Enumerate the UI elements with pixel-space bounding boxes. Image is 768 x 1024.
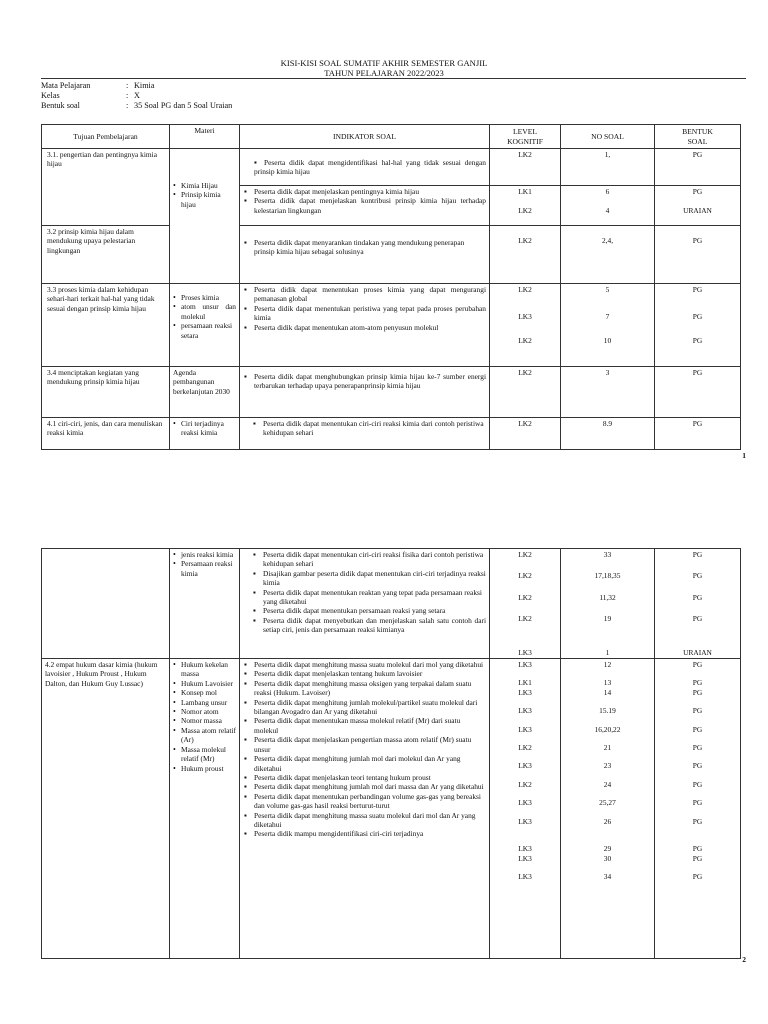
meta-label-class: Kelas (41, 91, 60, 100)
page-number: 2 (742, 955, 746, 964)
level-cell: LK2 LK2 LK2 LK2 LK3 (490, 549, 561, 659)
tujuan-cell: 4.2 empat hukum dasar kimia (hukum lavoisier , Hukum Proust , Hukum Dalton, dan Hukum Guy Lussac) (42, 659, 170, 959)
col-header-bentuk: BENTUK SOAL (655, 125, 741, 149)
bentuk-cell: PG (655, 149, 741, 186)
level-cell: LK2 (490, 149, 561, 186)
col-header-tujuan: Tujuan Pembelajaran (42, 125, 170, 149)
document-page-2 (0, 470, 768, 1024)
no-soal-cell: 2,4, (561, 226, 655, 284)
bentuk-cell: PG PG PG (655, 284, 741, 367)
table-row (42, 367, 741, 418)
table-row (42, 418, 741, 450)
grid-table-page-1 (41, 124, 741, 450)
document-page-1 (0, 0, 768, 470)
bentuk-cell: PG PG PG PG PG PG PG PG PG PG PG PG PG (655, 659, 741, 959)
indikator-cell: ▪ Peserta didik dapat menghubungkan prinsip kimia hijau ke-7 sumber energi terbarukan terhadap upaya penerapanprinsip kimia hijau (240, 367, 490, 418)
header-rule (41, 78, 746, 79)
bentuk-cell: PG (655, 367, 741, 418)
table-row (42, 284, 741, 367)
tujuan-cell (42, 549, 170, 659)
table-row (42, 226, 741, 284)
col-header-materi: Materi (170, 125, 240, 149)
page-number: 1 (742, 451, 746, 460)
meta-value-class: X (134, 91, 140, 100)
indikator-cell: ▪ Peserta didik dapat menentukan ciri-ciri reaksi fisika dari contoh peristiwa kehidupan sehari ▪ Disajikan gambar peserta didik dapat menentukan ciri-ciri terjadinya reaksi kimia ▪ Peserta didik dapat menentukan reaktan yang tepat pada persamaan reaksi yang diketahui ▪ Peserta didik dapat menentukan persamaan reaksi yang setara ▪ Peserta didik dapat menyebutkan dan menjelaskan salah satu contoh dari setiap ciri, jenis dan persamaan reaksi kimianya (240, 549, 490, 659)
tujuan-cell: 3.3 proses kimia dalam kehidupan sehari-hari terkait hal-hal yang tidak sesuai dengan prinsip kimia hijau (42, 284, 170, 367)
meta-value-form: 35 Soal PG dan 5 Soal Uraian (134, 101, 233, 110)
meta-value-subject: Kimia (134, 81, 155, 90)
document-title: KISI-KISI SOAL SUMATIF AKHIR SEMESTER GANJIL (280, 58, 488, 68)
no-soal-cell: 5 7 10 (561, 284, 655, 367)
col-header-no-soal: NO SOAL (561, 125, 655, 149)
col-header-level: LEVEL KOGNITIF (490, 125, 561, 149)
level-cell: LK3 LK1 LK3 LK3 LK3 LK2 LK3 LK2 LK3 LK3 LK3 LK3 LK3 (490, 659, 561, 959)
no-soal-cell: 8.9 (561, 418, 655, 450)
indikator-cell: ▪ Peserta didik dapat menentukan ciri-ciri reaksi kimia dari contoh peristiwa kehidupan sehari (240, 418, 490, 450)
tujuan-cell: 3.2 prinsip kimia hijau dalam mendukung upaya pelestarian lingkungan (42, 226, 170, 284)
materi-cell: • Kimia Hijau • Prinsip kimia hijau (170, 149, 240, 284)
table-row (42, 659, 741, 959)
level-cell: LK2 LK3 LK2 (490, 284, 561, 367)
bentuk-cell: PG PG PG PG URAIAN (655, 549, 741, 659)
materi-cell: • jenis reaksi kimia • Persamaan reaksi kimia (170, 549, 240, 659)
no-soal-cell: 12 13 14 15.19 16,20,22 21 23 24 25,27 26 29 30 34 (561, 659, 655, 959)
materi-cell: Agenda pembangunan berkelanjutan 2030 (170, 367, 240, 418)
no-soal-cell: 6 4 (561, 186, 655, 226)
indikator-cell: ▪ Peserta didik dapat menghitung massa suatu molekul dari mol yang diketahui ▪ Peserta didik dapat menjelaskan tentang hukum lavoisier ▪ Peserta didik dapat menghitung massa oksigen yang terpakai dalam suatu reaksi (Hukum. Lavoiser) ▪ Peserta didik dapat menghitung jumlah molekul/partikel suatu molekul dari bilangan Avogadro dan Ar yang diketahui ▪ Peserta didik dapat menentukan massa molekul relatif (Mr) dari suatu molekul ▪ Peserta didik dapat menjelaskan pengertian massa atom relatif (Mr) suatu unsur ▪ Peserta didik dapat menghitung jumlah mol dari molekul dan Ar yang diketahui ▪ Peserta didik dapat menjelaskan teori tentang hukum proust ▪ Peserta didik dapat menghitung jumlah mol dari massa dan Ar yang diketahui ▪ Peserta didik dapat menentukan perbandingan volume gas-gas yang bereaksi dan volume gas-gas hasil reaksi berturut-turut ▪ Peserta didik dapat menghitung massa suatu molekul dari mol dan Ar yang diketahui ▪ Peserta didik mampu mengidentifikasi ciri-ciri terjadinya (240, 659, 490, 959)
no-soal-cell: 33 17,18,35 11,32 19 1 (561, 549, 655, 659)
tujuan-cell: 4.1 ciri-ciri, jenis, dan cara menuliskan reaksi kimia (42, 418, 170, 450)
table-row (42, 149, 741, 186)
indikator-cell: ▪ Peserta didik dapat menjelaskan pentingnya kimia hijau ▪ Peserta didik dapat menjelaskan kontribusi prinsip kimia hijau terhadap kelestarian lingkungan (240, 186, 490, 226)
no-soal-cell: 3 (561, 367, 655, 418)
meta-label-subject: Mata Pelajaran (41, 81, 91, 90)
materi-cell: • Ciri terjadinya reaksi kimia (170, 418, 240, 450)
tujuan-cell: 3.4 menciptakan kegiatan yang mendukung prinsip kimia hijau (42, 367, 170, 418)
level-cell: LK2 (490, 367, 561, 418)
bentuk-cell: PG (655, 226, 741, 284)
grid-table-page-2 (41, 548, 741, 959)
materi-cell: • Proses kimia • atom unsur dan molekul • persamaan reaksi setara (170, 284, 240, 367)
indikator-cell: ▪ Peserta didik dapat menentukan proses kimia yang dapat mengurangi pemanasan global ▪ Peserta didik dapat menentukan peristiwa yang tepat pada proses perubahan kimia ▪ Peserta didik dapat menentukan atom-atom penyusun molekul (240, 284, 490, 367)
bentuk-cell: PG (655, 418, 741, 450)
no-soal-cell: 1, (561, 149, 655, 186)
meta-label-form: Bentuk soal (41, 101, 80, 110)
table-header-row (42, 125, 741, 149)
materi-cell: • Hukum kekelan massa • Hukum Lavoisier • Konsep mol • Lambang unsur • Nomor atom • Nomor massa • Massa atom relatif (Ar) • Massa molekul relatif (Mr) • Hukum proust (170, 659, 240, 959)
meta-colon: : (126, 81, 129, 90)
level-cell: LK2 (490, 226, 561, 284)
col-header-indikator: INDIKATOR SOAL (240, 125, 490, 149)
indikator-cell: ▪ Peserta didik dapat menyarankan tindakan yang mendukung penerapan prinsip kimia hijau sebagai solusinya (240, 226, 490, 284)
level-cell: LK2 (490, 418, 561, 450)
meta-colon: : (126, 91, 129, 100)
document-subtitle: TAHUN PELAJARAN 2022/2023 (324, 68, 444, 78)
level-cell: LK1 LK2 (490, 186, 561, 226)
tujuan-cell: 3.1. pengertian dan pentingnya kimia hijau (42, 149, 170, 226)
indikator-cell: ▪ Peserta didik dapat mengidentifikasi hal-hal yang tidak sesuai dengan prinsip kimia hijau (240, 149, 490, 186)
table-row (42, 549, 741, 659)
bentuk-cell: PG URAIAN (655, 186, 741, 226)
meta-colon: : (126, 101, 129, 110)
